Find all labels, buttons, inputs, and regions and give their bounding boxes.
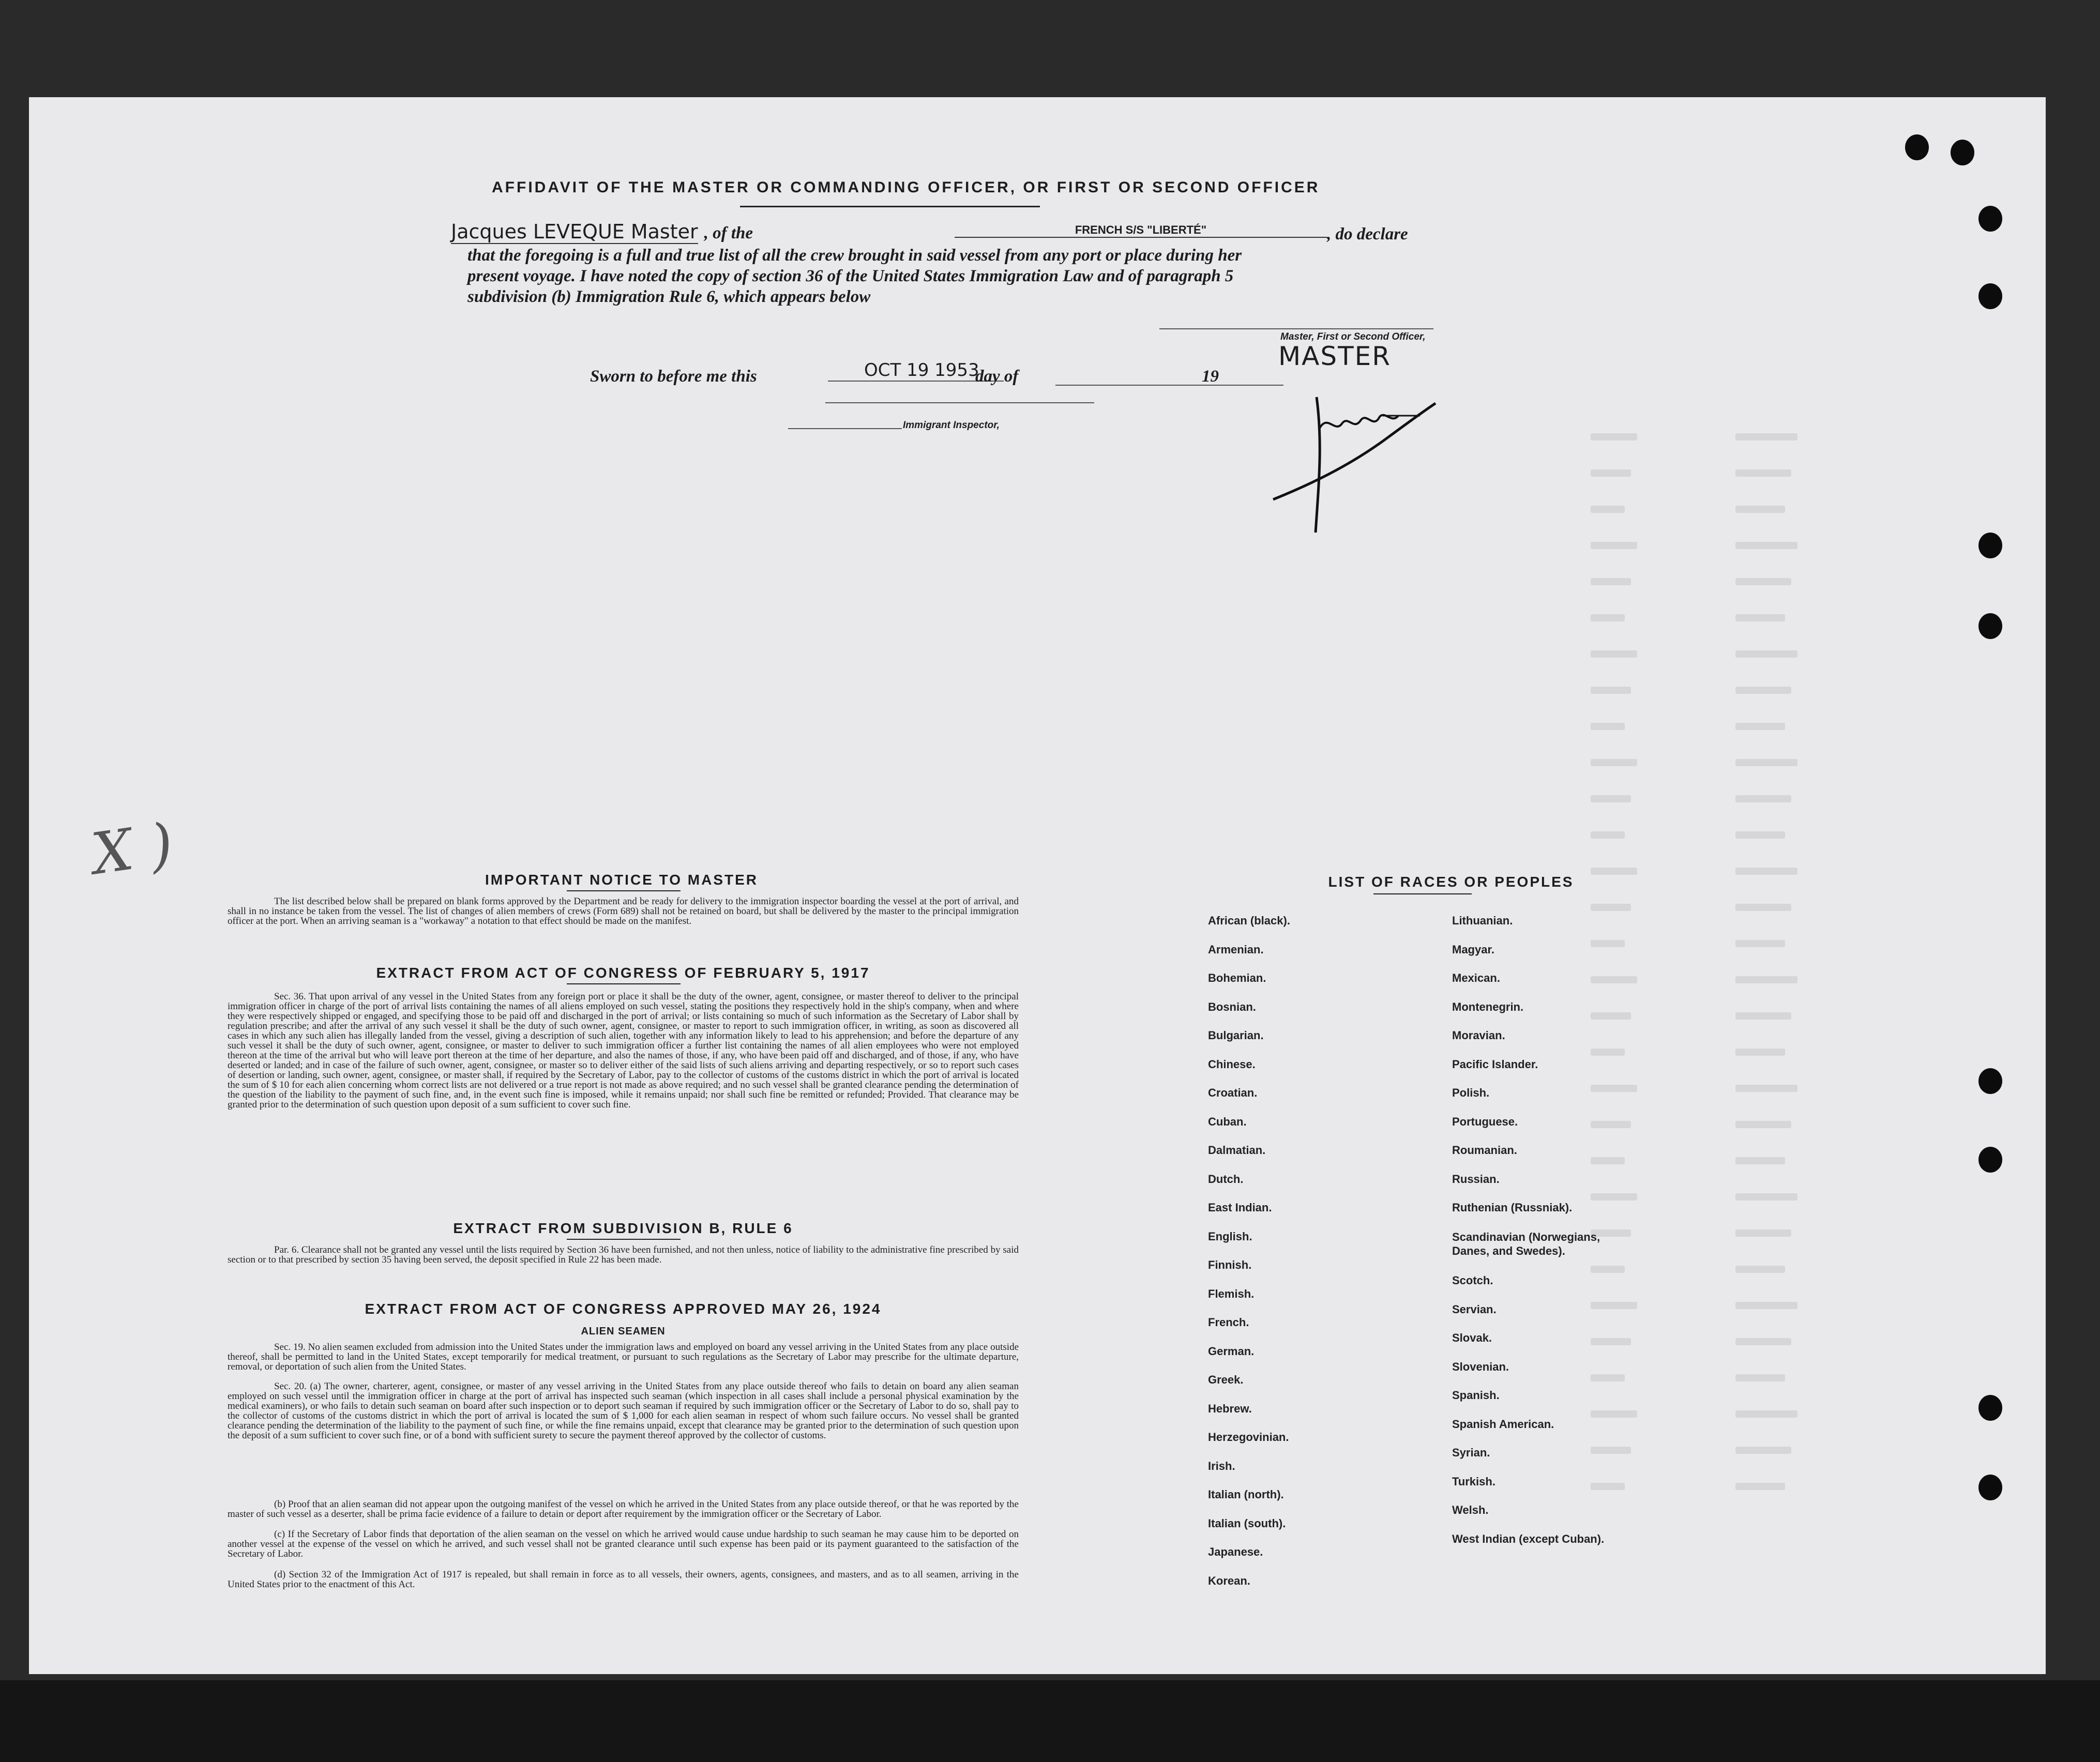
notice-text: The list described below shall be prepared on blank forms approved by the Department and be ready for delivery to the immigration inspector boarding the vessel at the port of arrival, and shall in no instance be taken from the vessel. The list of changes of alien members of crews (Form 689) shall not be retained on board, but shall be delivered by the master to the principal immigration officer at the port. When an arriving seaman is a "workaway" a notation to that effect should be made on the manifest. <box>228 896 1019 926</box>
race-entry: Italian (north). <box>1208 1488 1284 1501</box>
notice-title: IMPORTANT NOTICE TO MASTER <box>485 872 759 888</box>
race-entry: East Indian. <box>1208 1201 1272 1214</box>
race-entry: West Indian (except Cuban). <box>1452 1532 1605 1545</box>
bleed-through-mark <box>1735 433 1797 440</box>
punch-hole <box>1978 1395 2002 1421</box>
day-of-label: day of <box>975 367 1019 386</box>
bleed-through-mark <box>1591 940 1625 947</box>
affidavit-line-4: subdivision (b) Immigration Rule 6, which appears below <box>467 287 871 306</box>
affidavit-line-3: present voyage. I have noted the copy of section 36 of the United States Immigration Law and of paragraph 5 <box>467 267 1234 285</box>
bleed-through-mark <box>1735 687 1791 694</box>
punch-hole <box>1978 613 2002 639</box>
race-entry: German. <box>1208 1344 1255 1358</box>
bleed-through-mark <box>1591 469 1631 477</box>
race-entry: Pacific Islander. <box>1452 1057 1538 1071</box>
bleed-through-mark <box>1591 1012 1631 1020</box>
race-entry: English. <box>1208 1229 1252 1243</box>
races-title: LIST OF RACES OR PEOPLES <box>1328 874 1574 890</box>
race-entry: Slovenian. <box>1452 1360 1509 1373</box>
bleed-through-mark <box>1591 1085 1637 1092</box>
race-entry: Irish. <box>1208 1459 1235 1472</box>
sec20b-text: (b) Proof that an alien seaman did not appear upon the outgoing manifest of the vessel on which he arrived in the United States from any place outside thereof, or that he was reported by the master of such vessel as a deserter, shall be prima facie evidence of a failure to detain or deport after requirement by the immigration officer or the Secretary of Labor. <box>228 1499 1019 1520</box>
race-entry: Welsh. <box>1452 1503 1489 1516</box>
bleed-through-mark <box>1735 1085 1797 1092</box>
bleed-through-mark <box>1735 723 1785 730</box>
scan-border <box>0 1680 2100 1762</box>
race-entry: Servian. <box>1452 1302 1497 1316</box>
race-entry: Dutch. <box>1208 1172 1244 1186</box>
race-entry: Finnish. <box>1208 1258 1252 1271</box>
bleed-through-mark <box>1735 1483 1785 1490</box>
bleed-through-mark <box>1735 1338 1791 1345</box>
extract2-underline <box>567 1239 681 1240</box>
race-entry: Mexican. <box>1452 971 1500 984</box>
race-entry: Greek. <box>1208 1373 1244 1386</box>
punch-hole <box>1978 283 2002 309</box>
title-underline <box>740 206 1040 207</box>
bleed-through-mark <box>1735 1447 1791 1454</box>
race-entry: Spanish. <box>1452 1389 1500 1402</box>
bleed-through-mark <box>1591 1410 1637 1418</box>
race-entry: Slovak. <box>1452 1331 1492 1344</box>
of-the-label: , of the <box>704 224 753 242</box>
bleed-through-mark <box>1591 1302 1637 1309</box>
bleed-through-mark <box>1735 831 1785 839</box>
inspector-caption: Immigrant Inspector, <box>903 420 1000 431</box>
bleed-through-mark <box>1591 831 1625 839</box>
race-entry: Lithuanian. <box>1452 914 1513 927</box>
extract3-subtitle: ALIEN SEAMEN <box>581 1326 666 1337</box>
race-entry: Dalmatian. <box>1208 1144 1266 1157</box>
bleed-through-mark <box>1735 1193 1797 1201</box>
race-entry: Turkish. <box>1452 1475 1495 1488</box>
inspector-blank <box>788 428 902 429</box>
inspector-signature-line <box>825 402 1094 403</box>
officer-stamp: MASTER <box>1278 341 1391 371</box>
bleed-through-mark <box>1735 1049 1785 1056</box>
bleed-through-mark <box>1591 1157 1625 1164</box>
sec20c-text: (c) If the Secretary of Labor finds that deportation of the alien seaman on the vessel on which he arrived would cause undue hardship to such seaman he may cause him to be deported on another vessel at the expense of the vessel on which he arrived, and such vessel shall not be granted clearance until such expense has been paid or its payment guaranteed to the satisfaction of the Secretary of Labor. <box>228 1529 1019 1559</box>
extract1-title: EXTRACT FROM ACT OF CONGRESS OF FEBRUARY 5, 1917 <box>376 965 870 981</box>
bleed-through-mark <box>1735 1121 1791 1128</box>
race-entry: Scandinavian (Norwegians, Danes, and Swedes). <box>1452 1230 1600 1257</box>
race-entry: Bulgarian. <box>1208 1029 1264 1042</box>
bleed-through-mark <box>1591 1483 1625 1490</box>
race-entry: Flemish. <box>1208 1287 1255 1300</box>
bleed-through-mark <box>1735 1012 1791 1020</box>
extract1-text: Sec. 36. That upon arrival of any vessel in the United States from any foreign port or place it shall be the duty of the owner, agent, consignee, or master thereof to deliver to the principal immigration officer in charge of the port of arrival lists containing the names of all aliens employed on such vessel, stating the positions they respectively hold in the ship's company, when and where they were respectively shipped or engaged, and specifying those to be paid off and discharged in the port of arrival; or lists containing so much of such information as the Secretary of Labor shall by regulation prescribe; and after the arrival of any such vessel it shall be the duty of such owner, agent, consignee, or master to report to such immigration officer, in writing, as soon as discovered all cases in which any such alien has illegally landed from the vessel, giving a description of such alien, together with any information likely to lead to his apprehension; and before the departure of any such vessel it shall be the duty of such owner, agent, consignee, or master to deliver to such immigration officer a further list containing the names of all alien employees who were not employed thereon at the time of the arrival but who will leave port thereon at the time of her departure, and also the names of those, if any, who have been paid off and discharged, and of those, if any, who have deserted or landed; and in case of the failure of such owner, agent, consignee, or master so to deliver either of the said lists of such aliens arriving and departing respectively, or so to report such cases of desertion or landing, such owner, agent, consignee, or master shall, if required by the Secretary of Labor, pay to the collector of customs of the customs district in which the port of arrival is located the sum of $ 10 for each alien concerning whom correct lists are not delivered or a true report is not made as above required; and no such vessel shall be granted clearance pending the determination of the question of the liability to the payment of such fine, and, in the event such fine is imposed, while it remains unpaid; nor shall such fine be remitted or refunded; Provided. That clearance may be granted prior to the determination of such question upon deposit of a sum sufficient to cover such fine. <box>228 991 1019 1110</box>
race-entry: Scotch. <box>1452 1274 1493 1287</box>
year-field <box>1227 385 1283 386</box>
race-entry: Magyar. <box>1452 943 1494 956</box>
affidavit-line-1 <box>451 220 753 244</box>
race-entry: African (black). <box>1208 914 1290 927</box>
sworn-prefix: Sworn to before me this <box>590 367 757 386</box>
bleed-through-mark <box>1591 542 1637 549</box>
race-entry: Ruthenian (Russniak). <box>1452 1201 1573 1214</box>
bleed-through-mark <box>1591 1266 1625 1273</box>
bleed-through-mark <box>1735 1266 1785 1273</box>
sworn-date: OCT 19 1953 <box>864 360 979 381</box>
bleed-through-mark <box>1735 506 1785 513</box>
affidavit-title: AFFIDAVIT OF THE MASTER OR COMMANDING OFFICER, OR FIRST OR SECOND OFFICER <box>492 179 1320 196</box>
race-entry: Hebrew. <box>1208 1402 1252 1415</box>
document-page <box>29 97 2046 1674</box>
bleed-through-mark <box>1591 904 1631 911</box>
sec20d-text: (d) Section 32 of the Immigration Act of 1917 is repealed, but shall remain in force as to all vessels, their owners, agents, consignees, and masters, and as to all seamen, arriving in the United States prior to the enactment of this Act. <box>228 1569 1019 1590</box>
bleed-through-mark <box>1591 687 1631 694</box>
race-entry: Croatian. <box>1208 1086 1258 1099</box>
bleed-through-mark <box>1591 650 1637 658</box>
handwritten-signature <box>1265 366 1451 537</box>
race-entry: Moravian. <box>1452 1029 1505 1042</box>
race-entry: Polish. <box>1452 1086 1490 1099</box>
affidavit-line-2: that the foregoing is a full and true list of all the crew brought in said vessel from any port or place during her <box>467 246 1242 265</box>
bleed-through-mark <box>1591 614 1625 621</box>
sec19-text: Sec. 19. No alien seamen excluded from admission into the United States under the immigration laws and employed on board any vessel arriving in the United States from any place outside thereof, shall be permitted to land in the United States, except temporarily for medical treatment, or pursuant to such regulations as the Secretary of Labor may prescribe for the ultimate departure, removal, or deportation of such alien from the United States. <box>228 1342 1019 1372</box>
bleed-through-mark <box>1591 1049 1625 1056</box>
bleed-through-mark <box>1591 1121 1631 1128</box>
bleed-through-mark <box>1591 976 1637 983</box>
officer-signature-line <box>1159 328 1433 329</box>
race-entry: Bohemian. <box>1208 971 1266 984</box>
punch-hole <box>1978 1068 2002 1094</box>
bleed-through-mark <box>1591 723 1625 730</box>
bleed-through-mark <box>1591 578 1631 585</box>
notice-title-underline <box>567 890 681 891</box>
punch-hole <box>1978 533 2002 558</box>
bleed-through-mark <box>1735 1302 1797 1309</box>
extract1-underline <box>567 983 681 984</box>
punch-hole <box>1951 140 1974 165</box>
year-prefix: 19 <box>1202 367 1219 386</box>
race-entry: Russian. <box>1452 1172 1500 1186</box>
race-entry: Spanish American. <box>1452 1417 1554 1431</box>
bleed-through-mark <box>1735 650 1797 658</box>
bleed-through-mark <box>1735 759 1797 766</box>
bleed-through-mark <box>1591 1338 1631 1345</box>
declare-label: , do declare <box>1327 225 1408 244</box>
race-entry: Cuban. <box>1208 1115 1247 1128</box>
race-entry: Korean. <box>1208 1574 1250 1587</box>
bleed-through-mark <box>1735 1374 1785 1381</box>
bleed-through-mark <box>1735 976 1797 983</box>
punch-hole <box>1978 1147 2002 1173</box>
punch-hole <box>1905 134 1929 160</box>
race-entry: Portuguese. <box>1452 1115 1518 1128</box>
extract2-title: EXTRACT FROM SUBDIVISION B, RULE 6 <box>453 1220 793 1236</box>
bleed-through-mark <box>1735 469 1791 477</box>
bleed-through-mark <box>1735 940 1785 947</box>
bleed-through-mark <box>1591 795 1631 802</box>
officer-caption: Master, First or Second Officer, <box>1280 331 1426 342</box>
race-entry: Roumanian. <box>1452 1144 1517 1157</box>
punch-hole <box>1978 1475 2002 1500</box>
bleed-through-mark <box>1735 614 1785 621</box>
extract2-text: Par. 6. Clearance shall not be granted any vessel until the lists required by Section 36 have been furnished, and not then unless, notice of liability to the administrative fine prescribed by said section or to that prescribed by section 35 having been served, the deposit specified in Rule 22 has been made. <box>228 1244 1019 1265</box>
vessel-field <box>955 223 1327 238</box>
master-name: Jacques LEVEQUE Master <box>451 220 698 243</box>
bleed-through-mark <box>1735 578 1791 585</box>
bleed-through-mark <box>1735 795 1791 802</box>
bleed-through-mark <box>1735 1410 1797 1418</box>
bleed-through-mark <box>1591 433 1637 440</box>
race-entry: Armenian. <box>1208 943 1264 956</box>
bleed-through-mark <box>1591 1374 1625 1381</box>
race-entry: French. <box>1208 1316 1249 1329</box>
bleed-through-mark <box>1735 868 1797 875</box>
bleed-through-mark <box>1735 1229 1791 1237</box>
margin-pencil-mark: X ) <box>87 810 177 888</box>
race-entry: Bosnian. <box>1208 1000 1256 1013</box>
race-entry: Montenegrin. <box>1452 1000 1524 1013</box>
punch-hole <box>1978 206 2002 232</box>
bleed-through-mark <box>1735 904 1791 911</box>
race-entry: Syrian. <box>1452 1446 1490 1459</box>
vessel-name: FRENCH S/S "LIBERTÉ" <box>1075 223 1207 236</box>
race-entry: Herzegovinian. <box>1208 1431 1289 1444</box>
race-entry: Japanese. <box>1208 1545 1263 1558</box>
bleed-through-mark <box>1591 1447 1631 1454</box>
bleed-through-mark <box>1591 759 1637 766</box>
bleed-through-mark <box>1735 1157 1785 1164</box>
extract3-title: EXTRACT FROM ACT OF CONGRESS APPROVED MAY 26, 1924 <box>365 1301 882 1317</box>
races-title-underline <box>1373 893 1472 894</box>
bleed-through-mark <box>1591 506 1625 513</box>
sec20a-text: Sec. 20. (a) The owner, charterer, agent, consignee, or master of any vessel arriving in the United States from any place outside thereof who fails to detain on board any alien seaman employed on such vessel until the immigration officer in charge at the port of arrival has inspected such seaman (which inspection in all cases shall include a personal physical examination by the medical examiners), or who fails to detain such seaman on board after such inspection or to deport such seaman if required by such immigration officer or the Secretary of Labor to do so, shall pay to the collector of customs of the customs district in which the port of arrival is located the sum of $ 1,000 for each alien seaman in respect of whom such failure occurs. No vessel shall be granted clearance pending the determination of the liability to the payment of such fine, or while the fine remains unpaid, except that clearance may be granted prior to the determination of such question upon the deposit of a sum sufficient to cover such fine, or of a bond with sufficient surety to secure the payment thereof approved by the collector of customs. <box>228 1381 1019 1441</box>
bleed-through-mark <box>1735 542 1797 549</box>
race-entry: Chinese. <box>1208 1057 1256 1071</box>
bleed-through-mark <box>1591 1193 1637 1201</box>
race-entry: Italian (south). <box>1208 1516 1286 1530</box>
